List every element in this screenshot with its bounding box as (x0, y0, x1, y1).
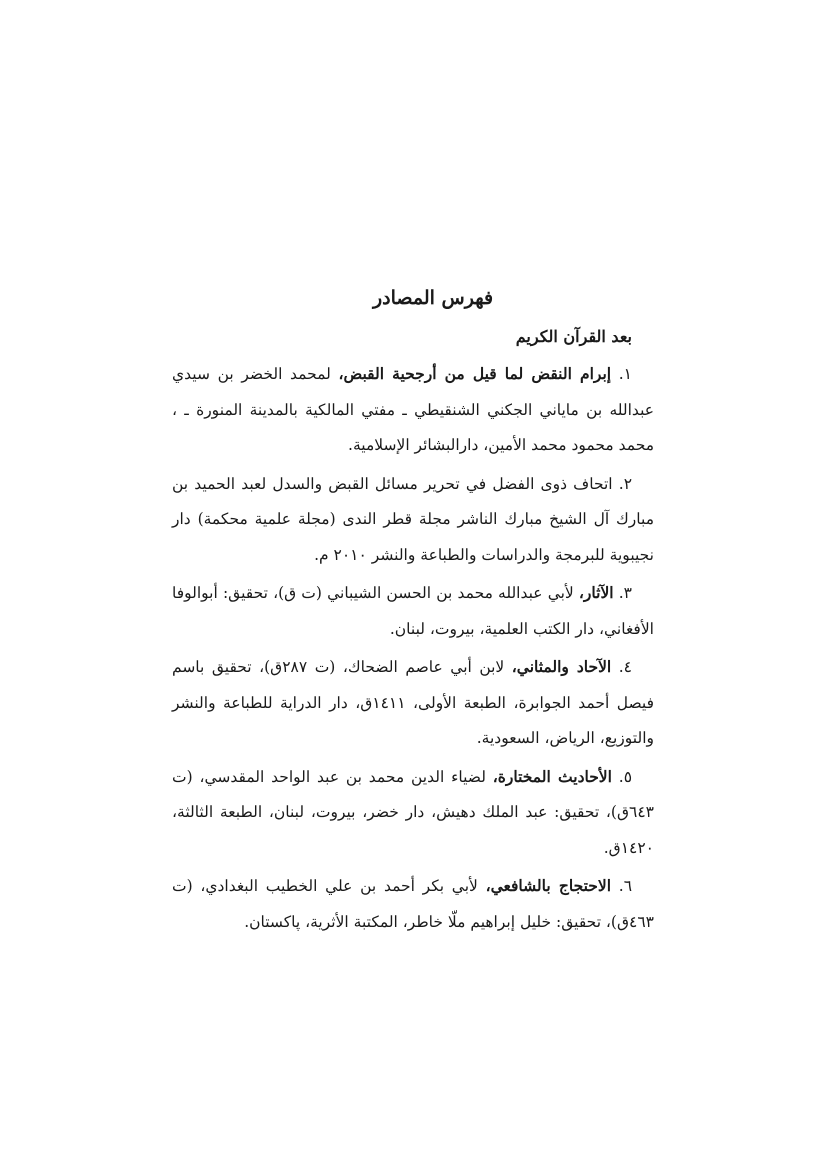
entry-separator: . (611, 658, 624, 676)
entry-details: لابن أبي عاصم الضحاك، (ت ٢٨٧ق)، تحقيق باسم فيصل أحمد الجوابرة، الطبعة الأولى، ١٤١١ق، دار الدراية للطباعة والنشر والتوزيع، الرياض، السعودية. (172, 658, 654, 747)
bibliography-entry (172, 466, 654, 574)
entry-title: الآحاد والمثاني، (511, 657, 612, 676)
entry-number: ٦ (623, 877, 633, 895)
entry-number: ٢ (623, 474, 633, 493)
entry-number: ٤ (623, 658, 632, 676)
entry-details: اتحاف ذوى الفضل في تحرير مسائل القبض والسدل لعبد الحميد بن مبارك آل الشيخ مبارك الناشر مجلة قطر الندى (مجلة علمية محكمة) دار نجيبوية للبرمجة والدراسات والطباعة والنشر ٢٠١٠ م. (172, 474, 654, 564)
entry-details: لمحمد الخضر بن سيدي عبدالله بن ماياني الجكني الشنقيطي ـ مفتي المالكية بالمدينة المنورة ـ ، محمد محمود محمد الأمين، دارالبشائر الإسلامية. (172, 365, 654, 454)
entry-title: الأحاديث المختارة، (492, 766, 612, 786)
entry-title: إبرام النقض لما قيل من أرجحية القبض، (338, 364, 612, 383)
entry-separator: . (611, 877, 624, 895)
bibliography-entry (172, 575, 654, 647)
entry-number: ٥ (623, 767, 633, 786)
entry-title: الآثار، (578, 583, 614, 602)
bibliography-entry (172, 356, 654, 464)
entry-separator: . (611, 365, 624, 383)
section-subheading: بعد القرآن الكريم (515, 327, 632, 346)
bibliography-entry (172, 649, 654, 757)
text-body (172, 280, 654, 942)
bibliography-entry (172, 759, 654, 867)
entry-details: لضياء الدين محمد بن عبد الواحد المقدسي، (ت ٦٤٣ق)، تحقيق: عبد الملك دهيش، دار خضر، بيروت، لبنان، الطبعة الثالثة، ١٤٢٠ق. (172, 767, 654, 857)
entry-separator: . (612, 474, 624, 493)
bibliography-entry (172, 868, 654, 940)
entry-number: ٣ (623, 584, 632, 602)
entry-number: ١ (623, 365, 632, 383)
entry-title: الاحتجاج بالشافعي، (485, 876, 612, 895)
entry-details: لأبي بكر أحمد بن علي الخطيب البغدادي، (ت ٤٦٣ق)، تحقيق: خليل إبراهيم ملّا خاطر، المكتبة الأثرية، پاكستان. (172, 877, 654, 931)
entry-details: لأبي عبدالله محمد بن الحسن الشيباني (ت ق)، تحقيق: أبوالوفا الأفغاني، دار الكتب العلمية، بيروت، لبنان. (172, 584, 654, 638)
entry-separator: . (611, 767, 624, 786)
entry-separator: . (613, 584, 624, 602)
page-title: فهرس المصادر (372, 287, 494, 309)
